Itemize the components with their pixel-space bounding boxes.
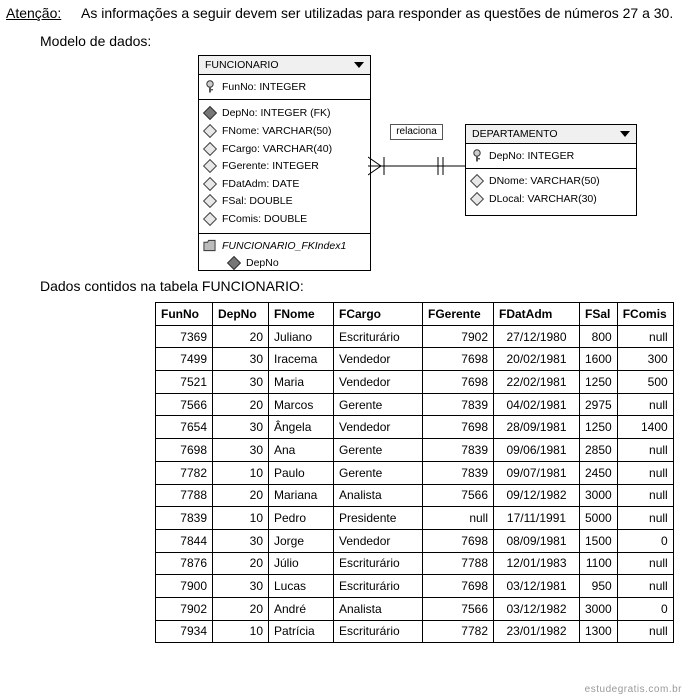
index-section (199, 234, 370, 275)
chevron-down-icon[interactable] (354, 62, 364, 68)
table-row (156, 348, 674, 371)
table-cell: 7698 (156, 439, 213, 462)
table-cell: 1400 (617, 416, 673, 439)
index-icon (203, 239, 216, 252)
table-cell: null (617, 325, 673, 348)
table-cell: 2975 (580, 393, 618, 416)
table-cell: 7698 (423, 348, 494, 371)
table-cell: 20 (213, 597, 269, 620)
model-label: Modelo de dados: (40, 33, 152, 49)
table-cell: Presidente (334, 507, 423, 530)
table-cell: 7782 (156, 461, 213, 484)
table-cell: 7788 (156, 484, 213, 507)
table-cell: 1250 (580, 416, 618, 439)
table-cell: 7566 (423, 597, 494, 620)
table-cell: Maria (269, 371, 334, 394)
column-header: FSal (580, 303, 618, 326)
table-cell: 09/06/1981 (494, 439, 580, 462)
column-header: FunNo (156, 303, 213, 326)
entity-departamento-title: DEPARTAMENTO (472, 128, 558, 140)
table-cell: 10 (213, 461, 269, 484)
table-row (156, 575, 674, 598)
table-row (156, 393, 674, 416)
index-field: DepNo (246, 257, 279, 270)
key-icon (203, 80, 216, 93)
table-cell: 0 (617, 597, 673, 620)
entity-departamento (465, 124, 637, 216)
entity-funcionario-header[interactable] (199, 56, 370, 75)
attribute-label: FCargo: VARCHAR(40) (222, 142, 333, 155)
table-cell: 300 (617, 348, 673, 371)
table-cell: 1100 (580, 552, 618, 575)
primary-key-section (199, 75, 370, 100)
table-cell: 3000 (580, 597, 618, 620)
column-header: DepNo (213, 303, 269, 326)
attribute-label: FGerente: INTEGER (222, 160, 319, 173)
table-cell: 7839 (156, 507, 213, 530)
table-cell: 950 (580, 575, 618, 598)
attribute-label: DNome: VARCHAR(50) (489, 175, 600, 188)
table-row (156, 620, 674, 643)
table-row (156, 552, 674, 575)
table-cell: null (617, 620, 673, 643)
column-header: FComis (617, 303, 673, 326)
table-cell: 7788 (423, 552, 494, 575)
attribute-diamond-icon (470, 192, 483, 205)
table-cell: Vendedor (334, 348, 423, 371)
attribute-diamond-icon (203, 160, 216, 173)
table-cell: Escriturário (334, 325, 423, 348)
attribute-label: DepNo: INTEGER (FK) (222, 107, 331, 120)
attribute-row (470, 173, 636, 191)
attribute-label: FSal: DOUBLE (222, 195, 293, 208)
table-cell: 1600 (580, 348, 618, 371)
table-cell: null (617, 484, 673, 507)
table-cell: Vendedor (334, 529, 423, 552)
table-cell: 7369 (156, 325, 213, 348)
table-cell: Gerente (334, 461, 423, 484)
entity-departamento-header[interactable] (466, 125, 636, 144)
table-cell: 09/07/1981 (494, 461, 580, 484)
table-cell: Júlio (269, 552, 334, 575)
table-cell: 7839 (423, 461, 494, 484)
relationship-line (368, 150, 468, 180)
pk-attribute: FunNo: INTEGER (222, 80, 307, 93)
table-cell: 17/11/1991 (494, 507, 580, 530)
attribute-diamond-icon (203, 195, 216, 208)
table-cell: 22/02/1981 (494, 371, 580, 394)
table-cell: 7566 (156, 393, 213, 416)
table-cell: 1250 (580, 371, 618, 394)
table-cell: Ângela (269, 416, 334, 439)
table-cell: 7782 (423, 620, 494, 643)
entity-funcionario (198, 55, 371, 271)
table-row (156, 529, 674, 552)
column-header: FCargo (334, 303, 423, 326)
table-cell: Iracema (269, 348, 334, 371)
pk-attribute: DepNo: INTEGER (489, 149, 575, 162)
table-cell: 3000 (580, 484, 618, 507)
table-cell: null (423, 507, 494, 530)
attribute-label: FDatAdm: DATE (222, 177, 300, 190)
attribute-row (203, 122, 370, 140)
attribute-diamond-icon (203, 212, 216, 225)
table-row (156, 371, 674, 394)
relationship-label: relaciona (390, 124, 443, 140)
table-cell: 28/09/1981 (494, 416, 580, 439)
table-cell: 10 (213, 620, 269, 643)
table-cell: 04/02/1981 (494, 393, 580, 416)
funcionario-table (155, 302, 674, 643)
table-cell: null (617, 552, 673, 575)
table-cell: 03/12/1981 (494, 575, 580, 598)
attribute-label: FComis: DOUBLE (222, 212, 308, 225)
table-cell: 30 (213, 529, 269, 552)
table-header-row (156, 303, 674, 326)
table-cell: 27/12/1980 (494, 325, 580, 348)
table-cell: Gerente (334, 393, 423, 416)
table-cell: Paulo (269, 461, 334, 484)
table-cell: 7839 (423, 393, 494, 416)
table-cell: Gerente (334, 439, 423, 462)
table-cell: Lucas (269, 575, 334, 598)
table-cell: 2850 (580, 439, 618, 462)
table-row (156, 325, 674, 348)
table-cell: 800 (580, 325, 618, 348)
table-cell: 7566 (423, 484, 494, 507)
attention-label: Atenção: (6, 5, 62, 21)
table-cell: 7902 (423, 325, 494, 348)
foreign-key-diamond-icon (227, 257, 240, 270)
table-cell: 1500 (580, 529, 618, 552)
attribute-diamond-icon (203, 124, 216, 137)
attention-text: As informações a seguir devem ser utilizadas para responder as questões de números 27 a 30. (81, 5, 674, 21)
table-cell: 03/12/1982 (494, 597, 580, 620)
watermark: estudegratis.com.br (584, 684, 682, 695)
table-cell: 1300 (580, 620, 618, 643)
attribute-row (203, 175, 370, 193)
attribute-diamond-icon (203, 142, 216, 155)
table-cell: Pedro (269, 507, 334, 530)
attribute-row (470, 190, 636, 208)
index-name: FUNCIONARIO_FKIndex1 (222, 239, 347, 252)
attribute-section (199, 100, 370, 234)
table-cell: 10 (213, 507, 269, 530)
table-cell: Vendedor (334, 371, 423, 394)
primary-key-section (466, 144, 636, 169)
attribute-row (203, 193, 370, 211)
table-cell: 20 (213, 484, 269, 507)
chevron-down-icon[interactable] (620, 131, 630, 137)
table-cell: 30 (213, 439, 269, 462)
table-cell: 09/12/1982 (494, 484, 580, 507)
table-row (156, 461, 674, 484)
column-header: FNome (269, 303, 334, 326)
attribute-row (203, 157, 370, 175)
table-cell: Analista (334, 484, 423, 507)
table-cell: 7839 (423, 439, 494, 462)
table-cell: 7499 (156, 348, 213, 371)
table-cell: 7902 (156, 597, 213, 620)
table-cell: 7900 (156, 575, 213, 598)
column-header: FGerente (423, 303, 494, 326)
table-cell: Patrícia (269, 620, 334, 643)
key-icon (470, 149, 483, 162)
table-cell: 30 (213, 416, 269, 439)
table-cell: 7698 (423, 529, 494, 552)
table-cell: null (617, 507, 673, 530)
table-cell: 7876 (156, 552, 213, 575)
table-cell: Escriturário (334, 575, 423, 598)
table-cell: 20/02/1981 (494, 348, 580, 371)
table-row (156, 416, 674, 439)
table-cell: 20 (213, 325, 269, 348)
table-row (156, 484, 674, 507)
table-body (156, 325, 674, 643)
attribute-label: FNome: VARCHAR(50) (222, 124, 332, 137)
table-cell: Mariana (269, 484, 334, 507)
table-cell: Ana (269, 439, 334, 462)
attribute-diamond-icon (203, 177, 216, 190)
attribute-row (203, 140, 370, 158)
table-cell: 30 (213, 575, 269, 598)
table-cell: 12/01/1983 (494, 552, 580, 575)
table-cell: 7698 (423, 371, 494, 394)
table-cell: Marcos (269, 393, 334, 416)
table-cell: 5000 (580, 507, 618, 530)
table-row (156, 597, 674, 620)
data-label: Dados contidos na tabela FUNCIONARIO: (40, 278, 304, 294)
entity-funcionario-title: FUNCIONARIO (205, 59, 279, 71)
attribute-diamond-icon (470, 175, 483, 188)
column-header: FDatAdm (494, 303, 580, 326)
table-cell: Vendedor (334, 416, 423, 439)
table-cell: 30 (213, 348, 269, 371)
table-cell: 2450 (580, 461, 618, 484)
table-cell: null (617, 461, 673, 484)
table-cell: null (617, 439, 673, 462)
attribute-label: DLocal: VARCHAR(30) (489, 192, 597, 205)
table-cell: null (617, 393, 673, 416)
table-cell: 23/01/1982 (494, 620, 580, 643)
table-cell: 500 (617, 371, 673, 394)
table-cell: André (269, 597, 334, 620)
table-row (156, 439, 674, 462)
table-cell: Escriturário (334, 552, 423, 575)
table-row (156, 507, 674, 530)
table-cell: 7521 (156, 371, 213, 394)
table-cell: 7654 (156, 416, 213, 439)
table-cell: null (617, 575, 673, 598)
table-cell: 30 (213, 371, 269, 394)
table-cell: 7934 (156, 620, 213, 643)
table-cell: Escriturário (334, 620, 423, 643)
foreign-key-diamond-icon (203, 107, 216, 120)
table-cell: Jorge (269, 529, 334, 552)
table-cell: 08/09/1981 (494, 529, 580, 552)
table-cell: 7698 (423, 416, 494, 439)
attribute-row (203, 105, 370, 123)
attribute-section (466, 169, 636, 211)
table-cell: 7698 (423, 575, 494, 598)
table-cell: Juliano (269, 325, 334, 348)
table-cell: 0 (617, 529, 673, 552)
table-cell: 7844 (156, 529, 213, 552)
attribute-row (203, 210, 370, 228)
table-cell: 20 (213, 552, 269, 575)
table-cell: Analista (334, 597, 423, 620)
table-cell: 20 (213, 393, 269, 416)
